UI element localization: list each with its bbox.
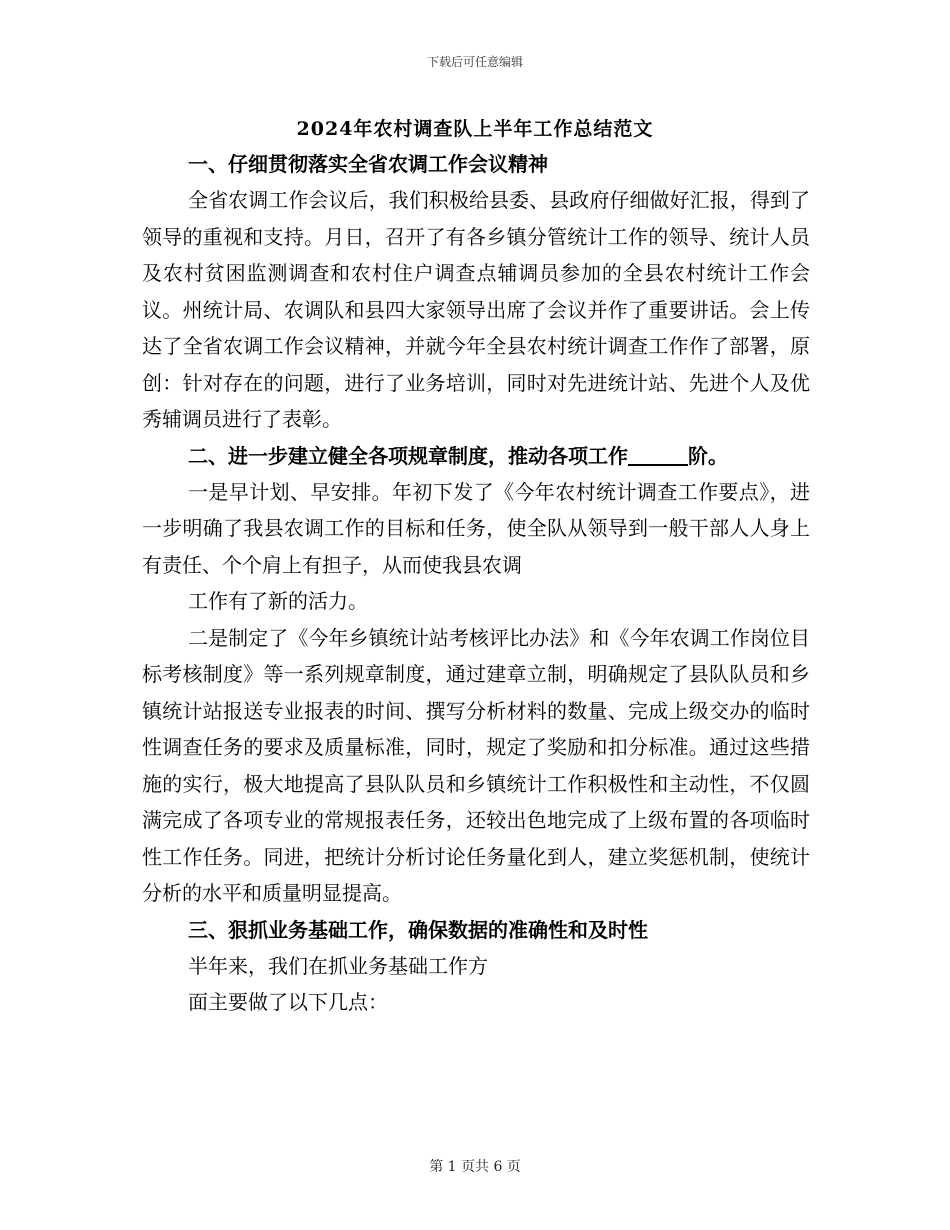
section-2-heading-text: 二、进一步建立健全各项规章制度，推动各项工作 [188,443,628,468]
fill-in-blank [628,444,688,466]
section-3-heading: 三、狠抓业务基础工作，确保数据的准确性和及时性 [188,917,648,942]
document-body [142,146,810,1021]
section-1-heading: 一、仔细贯彻落实全省农调工作会议精神 [188,152,548,176]
section-1-paragraph-1: 全省农调工作会议后，我们积极给县委、县政府仔细做好汇报，得到了领导的重视和支持。月日，召开了有各乡镇分管统计工作的领导、统计人员及农村贫困监测调查和农村住户调查点辅调员参加的全县农村统计工作会议。州统计局、农调队和县四大家领导出席了会议并作了重要讲话。会上传达了全省农调工作会议精神，并就今年全县农村统计调查工作作了部署，原创：针对存在的问题，进行了业务培训，同时对先进统计站、先进个人及优秀辅调员进行了表彰。 [142,188,810,431]
section-3-line-2: 面主要做了以下几点： [188,990,388,1014]
section-2-paragraph-2: 二是制定了《今年乡镇统计站考核评比办法》和《今年农调工作岗位目标考核制度》等一系列规章制度，通过建章立制，明确规定了县队队员和乡镇统计站报送专业报表的时间、撰写分析材料的数量、完成上级交办的临时性调查任务的要求及质量标准，同时，规定了奖励和扣分标准。通过这些措施的实行，极大地提高了县队队员和乡镇统计工作积极性和主动性，不仅圆满完成了各项专业的常规报表任务，还较出色地完成了上级布置的各项临时性工作任务。同进，把统计分析讨论任务量化到人，建立奖惩机制，使统计分析的水平和质量明显提高。 [142,625,810,905]
section-2-heading [142,438,810,474]
page-number-footer: 第 1 页共 6 页 [429,1159,521,1175]
section-2-paragraph-1: 一是早计划、早安排。年初下发了《今年农村统计调查工作要点》，进一步明确了我县农调工作的目标和任务，使全队从领导到一般干部人人身上有责任、个个肩上有担子，从而使我县农调 [142,479,810,577]
section-3-line-1: 半年来，我们在抓业务基础工作方 [188,953,488,978]
document-title: 2024年农村调查队上半年工作总结范文 [296,118,654,140]
header-note: 下载后可任意编辑 [426,55,523,69]
section-2-heading-suffix: 阶。 [688,443,728,468]
section-2-paragraph-1-continued: 工作有了新的活力。 [188,589,368,613]
